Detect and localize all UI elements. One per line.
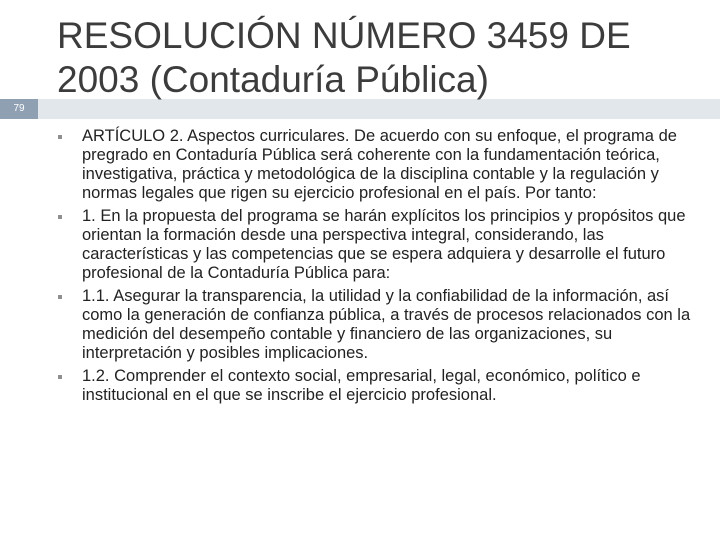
bullet-item	[58, 127, 698, 203]
bullet-item	[58, 287, 698, 363]
bullet-text: 1.1. Asegurar la transparencia, la utilidad y la confiabilidad de la información, así como la generación de confianza pública, a través de procesos relacionados con la medición del desempeño contable y financiero de las organizaciones, su interpretación y posibles implicaciones.	[82, 287, 691, 362]
bullet-list	[58, 127, 698, 409]
bullet-text: ARTÍCULO 2. Aspectos curriculares. De acuerdo con su enfoque, el programa de pregrado en Contaduría Pública será coherente con la fundamentación teórica, investigativa, práctica y metodológica de la disciplina contable y la regulación y normas legales que rigen su ejercicio profesional en el país. Por tanto:	[82, 127, 677, 202]
bullet-text: 1.2. Comprender el contexto social, empresarial, legal, económico, político e institucional en el que se inscribe el ejercicio profesional.	[82, 367, 641, 404]
bullet-marker	[58, 135, 62, 139]
bullet-marker	[58, 215, 62, 219]
title-rule	[38, 99, 720, 119]
bullet-marker	[58, 295, 62, 299]
side-band	[0, 0, 38, 540]
slide-title: RESOLUCIÓN NÚMERO 3459 DE 2003 (Contaduría Pública)	[57, 15, 631, 100]
bullet-item	[58, 367, 698, 405]
slide-number: 79	[0, 99, 38, 119]
bullet-marker	[58, 375, 62, 379]
bullet-item	[58, 207, 698, 283]
bullet-text: 1. En la propuesta del programa se harán explícitos los principios y propósitos que orientan la formación desde una perspectiva integral, considerando, las características y las competencias que se espera adquiera y desarrolle el futuro profesional de la Contaduría Pública para:	[82, 207, 686, 282]
